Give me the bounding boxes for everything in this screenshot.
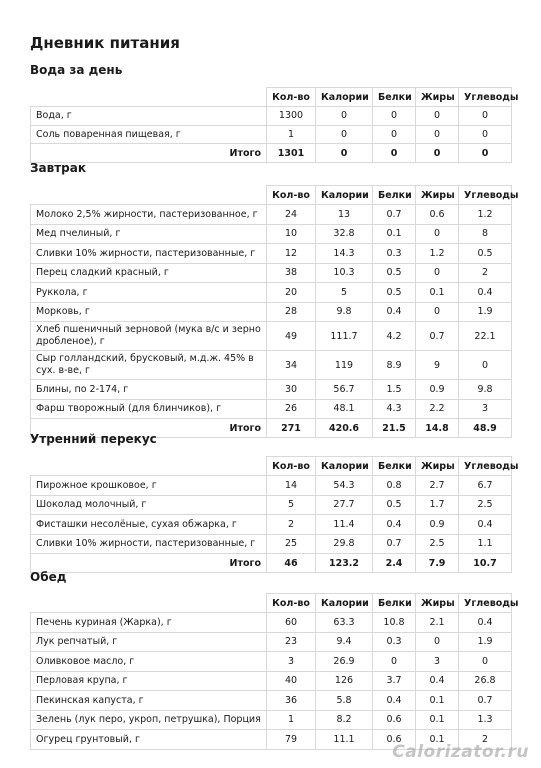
- table-row: [31, 283, 512, 303]
- value-cell: 24: [267, 205, 316, 225]
- value-cell: 0: [416, 107, 459, 126]
- value-cell: 0: [459, 107, 512, 126]
- table-row: [31, 302, 512, 322]
- value-cell: 0.5: [459, 244, 512, 264]
- value-cell: 54.3: [316, 476, 373, 496]
- value-cell: 0: [459, 125, 512, 144]
- column-header: Жиры: [416, 186, 459, 205]
- value-cell: 0: [373, 107, 416, 126]
- table-row: [31, 495, 512, 515]
- value-cell: 0.5: [373, 263, 416, 283]
- value-cell: 0.4: [459, 283, 512, 303]
- value-cell: 28: [267, 302, 316, 322]
- value-cell: 34: [267, 351, 316, 380]
- value-cell: 0: [416, 632, 459, 652]
- value-cell: 26: [267, 399, 316, 419]
- food-name-cell: Хлеб пшеничный зерновой (мука в/с и зерно дробленое), г: [31, 322, 267, 351]
- table-row: [31, 125, 512, 144]
- value-cell: 14.3: [316, 244, 373, 264]
- value-cell: 1.5: [373, 380, 416, 400]
- column-header: Жиры: [416, 457, 459, 476]
- value-cell: 126: [316, 671, 373, 691]
- value-cell: 0.9: [416, 515, 459, 535]
- total-value-cell: 0: [459, 144, 512, 163]
- table-row: [31, 534, 512, 554]
- value-cell: 0.1: [416, 710, 459, 730]
- value-cell: 3: [267, 652, 316, 672]
- total-value-cell: 0: [373, 144, 416, 163]
- food-name-cell: Пекинская капуста, г: [31, 691, 267, 711]
- value-cell: 20: [267, 283, 316, 303]
- food-name-cell: Перец сладкий красный, г: [31, 263, 267, 283]
- total-value-cell: 2.4: [373, 554, 416, 573]
- value-cell: 10.8: [373, 613, 416, 633]
- value-cell: 9.4: [316, 632, 373, 652]
- column-header: Углеводы: [459, 457, 512, 476]
- food-name-cell: Пирожное крошковое, г: [31, 476, 267, 496]
- value-cell: 63.3: [316, 613, 373, 633]
- table-row: [31, 244, 512, 264]
- value-cell: 0: [416, 263, 459, 283]
- column-header: Углеводы: [459, 594, 512, 613]
- value-cell: 2.2: [416, 399, 459, 419]
- value-cell: 0.4: [416, 671, 459, 691]
- value-cell: 11.1: [316, 730, 373, 750]
- table-row: [31, 224, 512, 244]
- value-cell: 3.7: [373, 671, 416, 691]
- value-cell: 0.1: [416, 283, 459, 303]
- value-cell: 0: [316, 125, 373, 144]
- value-cell: 26.9: [316, 652, 373, 672]
- value-cell: 0.4: [373, 302, 416, 322]
- value-cell: 2.5: [459, 495, 512, 515]
- table-row: [31, 515, 512, 535]
- total-value-cell: 10.7: [459, 554, 512, 573]
- value-cell: 3: [416, 652, 459, 672]
- table-row: [31, 263, 512, 283]
- column-header: Белки: [373, 186, 416, 205]
- food-name-cell: Оливковое масло, г: [31, 652, 267, 672]
- value-cell: 12: [267, 244, 316, 264]
- value-cell: 29.8: [316, 534, 373, 554]
- column-header: Калории: [316, 88, 373, 107]
- value-cell: 14: [267, 476, 316, 496]
- value-cell: 13: [316, 205, 373, 225]
- section-title: Обед: [30, 570, 67, 584]
- total-value-cell: 271: [267, 419, 316, 438]
- watermark: Calorizator.ru: [392, 742, 529, 762]
- total-value-cell: 123.2: [316, 554, 373, 573]
- value-cell: 0.3: [373, 244, 416, 264]
- value-cell: 0.5: [373, 283, 416, 303]
- value-cell: 0.7: [416, 322, 459, 351]
- value-cell: 8.9: [373, 351, 416, 380]
- value-cell: 23: [267, 632, 316, 652]
- total-value-cell: 14.8: [416, 419, 459, 438]
- food-name-cell: Печень куриная (Жарка), г: [31, 613, 267, 633]
- food-name-cell: Огурец грунтовый, г: [31, 730, 267, 750]
- value-cell: 6.7: [459, 476, 512, 496]
- value-cell: 8.2: [316, 710, 373, 730]
- column-header: Жиры: [416, 594, 459, 613]
- value-cell: 0: [316, 107, 373, 126]
- food-name-cell: Фарш творожный (для блинчиков), г: [31, 399, 267, 419]
- total-value-cell: 0: [316, 144, 373, 163]
- value-cell: 9.8: [459, 380, 512, 400]
- value-cell: 9: [416, 351, 459, 380]
- total-value-cell: 0: [416, 144, 459, 163]
- value-cell: 30: [267, 380, 316, 400]
- table-row: [31, 632, 512, 652]
- total-value-cell: 46: [267, 554, 316, 573]
- value-cell: 25: [267, 534, 316, 554]
- value-cell: 60: [267, 613, 316, 633]
- value-cell: 10.3: [316, 263, 373, 283]
- food-name-cell: Молоко 2,5% жирности, пастеризованное, г: [31, 205, 267, 225]
- table-row: [31, 107, 512, 126]
- food-name-cell: Лук репчатый, г: [31, 632, 267, 652]
- table-row: [31, 691, 512, 711]
- value-cell: 0: [416, 302, 459, 322]
- section-title: Завтрак: [30, 161, 87, 175]
- section-title: Утренний перекус: [30, 432, 157, 446]
- value-cell: 2: [459, 263, 512, 283]
- total-value-cell: 48.9: [459, 419, 512, 438]
- food-name-cell: Руккола, г: [31, 283, 267, 303]
- table-row: [31, 652, 512, 672]
- total-value-cell: 21.5: [373, 419, 416, 438]
- table-header-row: [31, 186, 512, 205]
- table-row: [31, 613, 512, 633]
- header-blank-cell: [31, 88, 267, 107]
- value-cell: 1.9: [459, 632, 512, 652]
- value-cell: 2: [267, 515, 316, 535]
- food-name-cell: Сливки 10% жирности, пастеризованные, г: [31, 534, 267, 554]
- value-cell: 5: [316, 283, 373, 303]
- header-blank-cell: [31, 186, 267, 205]
- value-cell: 2.1: [416, 613, 459, 633]
- food-name-cell: Морковь, г: [31, 302, 267, 322]
- value-cell: 0.1: [416, 691, 459, 711]
- value-cell: 79: [267, 730, 316, 750]
- column-header: Углеводы: [459, 186, 512, 205]
- food-name-cell: Блины, по 2-174, г: [31, 380, 267, 400]
- food-name-cell: Мед пчелиный, г: [31, 224, 267, 244]
- column-header: Кол-во: [267, 186, 316, 205]
- value-cell: 56.7: [316, 380, 373, 400]
- value-cell: 119: [316, 351, 373, 380]
- value-cell: 0: [459, 652, 512, 672]
- value-cell: 38: [267, 263, 316, 283]
- value-cell: 0.5: [373, 495, 416, 515]
- value-cell: 2.5: [416, 534, 459, 554]
- total-label: Итого: [31, 554, 267, 573]
- column-header: Белки: [373, 88, 416, 107]
- column-header: Калории: [316, 186, 373, 205]
- value-cell: 49: [267, 322, 316, 351]
- total-value-cell: 7.9: [416, 554, 459, 573]
- nutrition-table: [30, 456, 519, 573]
- value-cell: 0.7: [373, 534, 416, 554]
- value-cell: 5.8: [316, 691, 373, 711]
- table-row: [31, 380, 512, 400]
- food-name-cell: Сыр голландский, брусковый, м.д.ж. 45% в сух. в-ве, г: [31, 351, 267, 380]
- value-cell: 5: [267, 495, 316, 515]
- column-header: Калории: [316, 594, 373, 613]
- table-row: [31, 205, 512, 225]
- nutrition-table: [30, 593, 519, 750]
- value-cell: 8: [459, 224, 512, 244]
- value-cell: 0.4: [459, 515, 512, 535]
- value-cell: 1.2: [416, 244, 459, 264]
- table-row: [31, 399, 512, 419]
- value-cell: 0.4: [373, 691, 416, 711]
- value-cell: 1: [267, 125, 316, 144]
- column-header: Кол-во: [267, 594, 316, 613]
- table-row: [31, 351, 512, 380]
- value-cell: 0.6: [416, 205, 459, 225]
- value-cell: 0: [373, 125, 416, 144]
- total-label: Итого: [31, 144, 267, 163]
- value-cell: 0: [459, 351, 512, 380]
- value-cell: 4.2: [373, 322, 416, 351]
- value-cell: 0.4: [373, 515, 416, 535]
- table-row: [31, 322, 512, 351]
- food-name-cell: Фисташки несолёные, сухая обжарка, г: [31, 515, 267, 535]
- value-cell: 1: [267, 710, 316, 730]
- total-label: Итого: [31, 419, 267, 438]
- value-cell: 1.9: [459, 302, 512, 322]
- value-cell: 0.7: [373, 205, 416, 225]
- value-cell: 2.7: [416, 476, 459, 496]
- food-name-cell: Вода, г: [31, 107, 267, 126]
- value-cell: 26.8: [459, 671, 512, 691]
- table-row: [31, 710, 512, 730]
- value-cell: 0.1: [373, 224, 416, 244]
- value-cell: 0.8: [373, 476, 416, 496]
- total-value-cell: 1301: [267, 144, 316, 163]
- value-cell: 1.2: [459, 205, 512, 225]
- value-cell: 22.1: [459, 322, 512, 351]
- value-cell: 32.8: [316, 224, 373, 244]
- value-cell: 4.3: [373, 399, 416, 419]
- table-header-row: [31, 457, 512, 476]
- table-header-row: [31, 594, 512, 613]
- food-name-cell: Сливки 10% жирности, пастеризованные, г: [31, 244, 267, 264]
- value-cell: 1.7: [416, 495, 459, 515]
- value-cell: 1.1: [459, 534, 512, 554]
- food-name-cell: Шоколад молочный, г: [31, 495, 267, 515]
- value-cell: 2: [459, 730, 512, 750]
- table-header-row: [31, 88, 512, 107]
- column-header: Кол-во: [267, 88, 316, 107]
- value-cell: 1.3: [459, 710, 512, 730]
- column-header: Жиры: [416, 88, 459, 107]
- table-row: [31, 671, 512, 691]
- food-name-cell: Перловая крупа, г: [31, 671, 267, 691]
- value-cell: 3: [459, 399, 512, 419]
- value-cell: 1300: [267, 107, 316, 126]
- value-cell: 10: [267, 224, 316, 244]
- value-cell: 0.1: [416, 730, 459, 750]
- total-value-cell: 420.6: [316, 419, 373, 438]
- section-title: Вода за день: [30, 63, 123, 77]
- column-header: Кол-во: [267, 457, 316, 476]
- food-name-cell: Соль поваренная пищевая, г: [31, 125, 267, 144]
- column-header: Белки: [373, 457, 416, 476]
- column-header: Калории: [316, 457, 373, 476]
- column-header: Углеводы: [459, 88, 512, 107]
- column-header: Белки: [373, 594, 416, 613]
- value-cell: 40: [267, 671, 316, 691]
- value-cell: 48.1: [316, 399, 373, 419]
- value-cell: 0.4: [459, 613, 512, 633]
- total-row: [31, 554, 512, 573]
- table-row: [31, 476, 512, 496]
- value-cell: 36: [267, 691, 316, 711]
- nutrition-table: [30, 87, 519, 163]
- value-cell: 0.3: [373, 632, 416, 652]
- value-cell: 0.6: [373, 730, 416, 750]
- value-cell: 0: [416, 125, 459, 144]
- value-cell: 0.9: [416, 380, 459, 400]
- header-blank-cell: [31, 457, 267, 476]
- nutrition-table: [30, 185, 519, 438]
- value-cell: 0.6: [373, 710, 416, 730]
- value-cell: 11.4: [316, 515, 373, 535]
- food-name-cell: Зелень (лук перо, укроп, петрушка), Порция: [31, 710, 267, 730]
- page-title: Дневник питания: [30, 34, 180, 52]
- header-blank-cell: [31, 594, 267, 613]
- value-cell: 27.7: [316, 495, 373, 515]
- value-cell: 111.7: [316, 322, 373, 351]
- value-cell: 0: [373, 652, 416, 672]
- value-cell: 9.8: [316, 302, 373, 322]
- total-row: [31, 144, 512, 163]
- value-cell: 0: [416, 224, 459, 244]
- value-cell: 0.7: [459, 691, 512, 711]
